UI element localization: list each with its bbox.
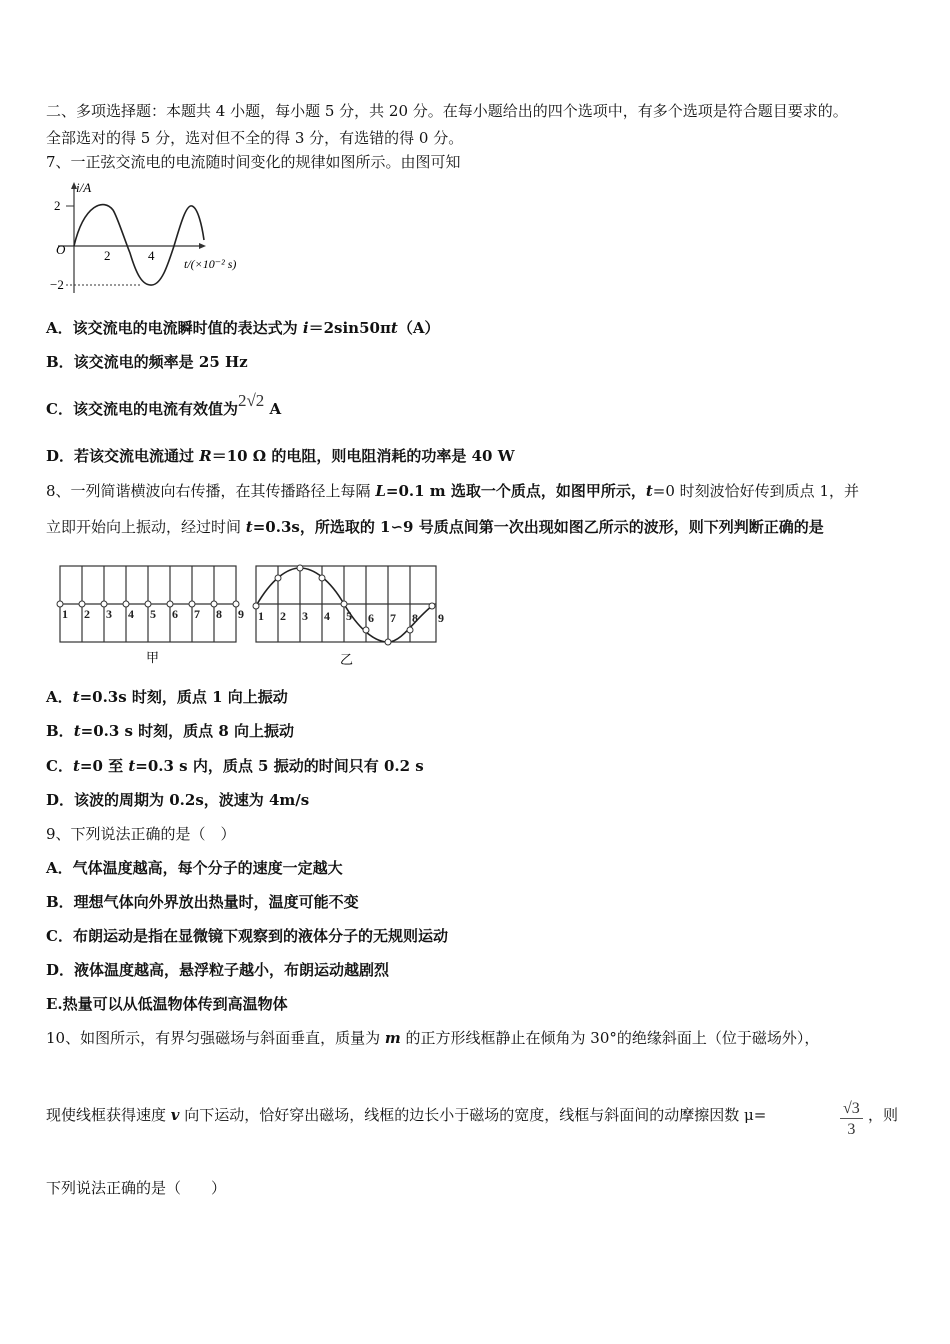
q7-x-label: t/(×10⁻² s) [184, 257, 237, 271]
svg-text:1: 1 [258, 609, 264, 623]
svg-text:8: 8 [412, 611, 418, 625]
q7-c-value: 2√2 [237, 391, 265, 410]
q10-stem-line1: 10、如图所示，有界匀强磁场与斜面垂直，质量为 m 的正方形线框静止在倾角为 30°的绝缘斜面上（位于磁场外）， [46, 1029, 820, 1047]
section-header-line2: 全部选对的得 5 分，选对但不全的得 3 分，有选错的得 0 分。 [46, 129, 464, 147]
q7-y-neg-label: −2 [50, 277, 64, 292]
q10-stem-line2-end: ，则 [868, 1106, 899, 1124]
svg-text:5: 5 [150, 607, 156, 621]
q10-stem-line2: 现使线框获得速度 v 向下运动，恰好穿出磁场，线框的边长小于磁场的宽度，线框与斜面间的动摩擦因数 μ= [46, 1106, 767, 1124]
q7-sine-curve [74, 205, 204, 286]
svg-text:8: 8 [216, 607, 222, 621]
q7-origin-label: O [56, 242, 66, 257]
q7-y-label: i/A [76, 180, 92, 195]
svg-text:3: 3 [302, 609, 308, 623]
q8-option-b: B．t=0.3 s 时刻，质点 8 向上振动 [46, 722, 295, 740]
svg-text:3: 3 [106, 607, 112, 621]
q8-wave-figure [52, 560, 452, 670]
svg-text:1: 1 [62, 607, 68, 621]
q8-option-a: A．t=0.3s 时刻，质点 1 向上振动 [46, 688, 288, 706]
q9-option-b: B．理想气体向外界放出热量时，温度可能不变 [46, 893, 359, 911]
q8-label-yi: 乙 [340, 652, 354, 667]
q7-x-tick-2: 2 [104, 248, 111, 263]
q9-option-d: D．液体温度越高，悬浮粒子越小，布朗运动越剧烈 [46, 961, 390, 979]
q9-stem: 9、下列说法正确的是（ ） [46, 825, 236, 843]
svg-text:2: 2 [84, 607, 90, 621]
q8-option-d: D．该波的周期为 0.2s，波速为 4m/s [46, 791, 310, 809]
q7-x-tick-4: 4 [148, 248, 155, 263]
q8-label-jia: 甲 [146, 650, 160, 665]
q10-mu-fraction [840, 1100, 863, 1139]
q7-option-d: D．若该交流电流通过 R＝10 Ω 的电阻，则电阻消耗的功率是 40 W [46, 447, 515, 465]
q7-option-c: C．该交流电的电流有效值为2√2 A [46, 391, 282, 418]
q7-option-a: A．该交流电的电流瞬时值的表达式为 i＝2sin50πt（A） [46, 319, 440, 337]
q8-option-c: C．t=0 至 t=0.3 s 内，质点 5 振动的时间只有 0.2 s [46, 757, 424, 775]
svg-text:2: 2 [280, 609, 286, 623]
q7-y-pos-label: 2 [54, 198, 61, 213]
q10-mu-denominator: 3 [847, 1121, 856, 1138]
svg-text:9: 9 [438, 611, 444, 625]
svg-text:5: 5 [346, 609, 352, 623]
q7-option-b: B．该交流电的频率是 25 Hz [46, 353, 248, 371]
q10-stem-line3: 下列说法正确的是（ ） [46, 1179, 227, 1197]
q9-option-a: A．气体温度越高，每个分子的速度一定越大 [46, 859, 343, 877]
svg-text:4: 4 [324, 609, 330, 623]
q7-x-arrow [199, 243, 206, 249]
svg-text:9: 9 [238, 607, 244, 621]
svg-text:7: 7 [194, 607, 200, 621]
q9-option-e: E.热量可以从低温物体传到高温物体 [46, 995, 288, 1013]
svg-text:4: 4 [128, 607, 134, 621]
svg-text:6: 6 [368, 611, 374, 625]
section-header-line1: 二、多项选择题：本题共 4 小题，每小题 5 分，共 20 分。在每小题给出的四个选项中，有多个选项是符合题目要求的。 [46, 102, 848, 120]
svg-text:6: 6 [172, 607, 178, 621]
q10-mu-numerator: √3 [840, 1100, 863, 1119]
svg-text:7: 7 [390, 611, 396, 625]
q8-stem-line1: 8、一列简谐横波向右传播，在其传播路径上每隔 L=0.1 m 选取一个质点，如图甲所示，t=0 时刻波恰好传到质点 1，并 [46, 482, 859, 500]
q9-option-c: C．布朗运动是指在显微镜下观察到的液体分子的无规则运动 [46, 927, 448, 945]
q7-current-graph [44, 178, 264, 296]
q7-stem: 7、一正弦交流电的电流随时间变化的规律如图所示。由图可知 [46, 153, 461, 171]
q8-stem-line2: 立即开始向上振动，经过时间 t=0.3s，所选取的 1∽9 号质点间第一次出现如图乙所示的波形，则下列判断正确的是 [46, 518, 824, 536]
